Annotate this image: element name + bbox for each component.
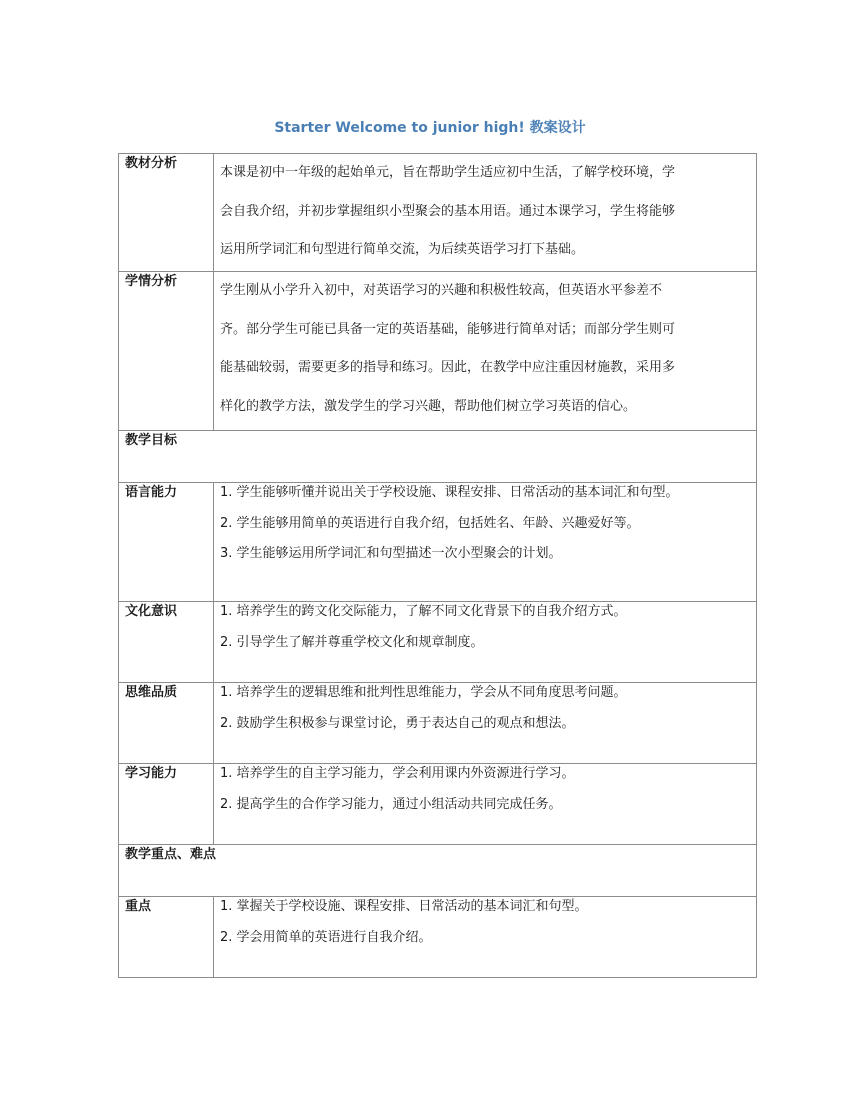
row-label: 重点 (119, 897, 214, 978)
table-row-goals-header (119, 431, 757, 483)
row-content (214, 272, 757, 431)
row-content (214, 764, 757, 845)
row-content (214, 683, 757, 764)
table-row-key-points (119, 897, 757, 978)
row-label: 语言能力 (119, 483, 214, 602)
list-item: 2. 引导学生了解并尊重学校文化和规章制度。 (220, 635, 484, 650)
row-content (214, 483, 757, 602)
row-label: 学习能力 (119, 764, 214, 845)
list-item: 1. 培养学生的自主学习能力，学会利用课内外资源进行学习。 (220, 766, 575, 781)
table-row-student-analysis (119, 272, 757, 431)
list-item: 2. 学会用简单的英语进行自我介绍。 (220, 930, 432, 945)
table-row-thinking (119, 683, 757, 764)
list-item: 1. 培养学生的跨文化交际能力，了解不同文化背景下的自我介绍方式。 (220, 604, 627, 619)
list-item: 1. 掌握关于学校设施、课程安排、日常活动的基本词汇和句型。 (220, 899, 588, 914)
list-item: 2. 提高学生的合作学习能力，通过小组活动共同完成任务。 (220, 797, 562, 812)
list-item: 2. 鼓励学生积极参与课堂讨论，勇于表达自己的观点和想法。 (220, 716, 575, 731)
row-content (214, 897, 757, 978)
table-row-textbook-analysis (119, 154, 757, 272)
row-label: 学情分析 (119, 272, 214, 431)
table-row-key-header (119, 845, 757, 897)
lesson-plan-table (118, 153, 757, 978)
section-header: 教学目标 (119, 431, 757, 483)
table-row-culture (119, 602, 757, 683)
text-line: 能基础较弱，需要更多的指导和练习。因此，在教学中应注重因材施教，采用多 (220, 360, 676, 375)
text-line: 运用所学词汇和句型进行简单交流，为后续英语学习打下基础。 (220, 242, 585, 257)
row-label: 思维品质 (119, 683, 214, 764)
text-line: 本课是初中一年级的起始单元，旨在帮助学生适应初中生活，了解学校环境，学 (220, 165, 676, 180)
row-content (214, 602, 757, 683)
list-item: 1. 学生能够听懂并说出关于学校设施、课程安排、日常活动的基本词汇和句型。 (220, 485, 679, 500)
row-content (214, 154, 757, 272)
text-line: 样化的教学方法，激发学生的学习兴趣，帮助他们树立学习英语的信心。 (220, 398, 637, 414)
table-row-language (119, 483, 757, 602)
list-item: 3. 学生能够运用所学词汇和句型描述一次小型聚会的计划。 (220, 546, 562, 561)
text-line: 学生刚从小学升入初中，对英语学习的兴趣和积极性较高，但英语水平参差不 (220, 283, 663, 298)
row-label: 文化意识 (119, 602, 214, 683)
page-title: Starter Welcome to junior high! 教案设计 (274, 120, 586, 136)
table-row-learning (119, 764, 757, 845)
section-header: 教学重点、难点 (119, 845, 757, 897)
text-line: 齐。部分学生可能已具备一定的英语基础，能够进行简单对话；而部分学生则可 (220, 321, 676, 337)
list-item: 1. 培养学生的逻辑思维和批判性思维能力，学会从不同角度思考问题。 (220, 685, 627, 700)
text-line: 会自我介绍，并初步掌握组织小型聚会的基本用语。通过本课学习，学生将能够 (220, 203, 676, 219)
list-item: 2. 学生能够用简单的英语进行自我介绍，包括姓名、年龄、兴趣爱好等。 (220, 516, 640, 531)
row-label: 教材分析 (119, 154, 214, 272)
